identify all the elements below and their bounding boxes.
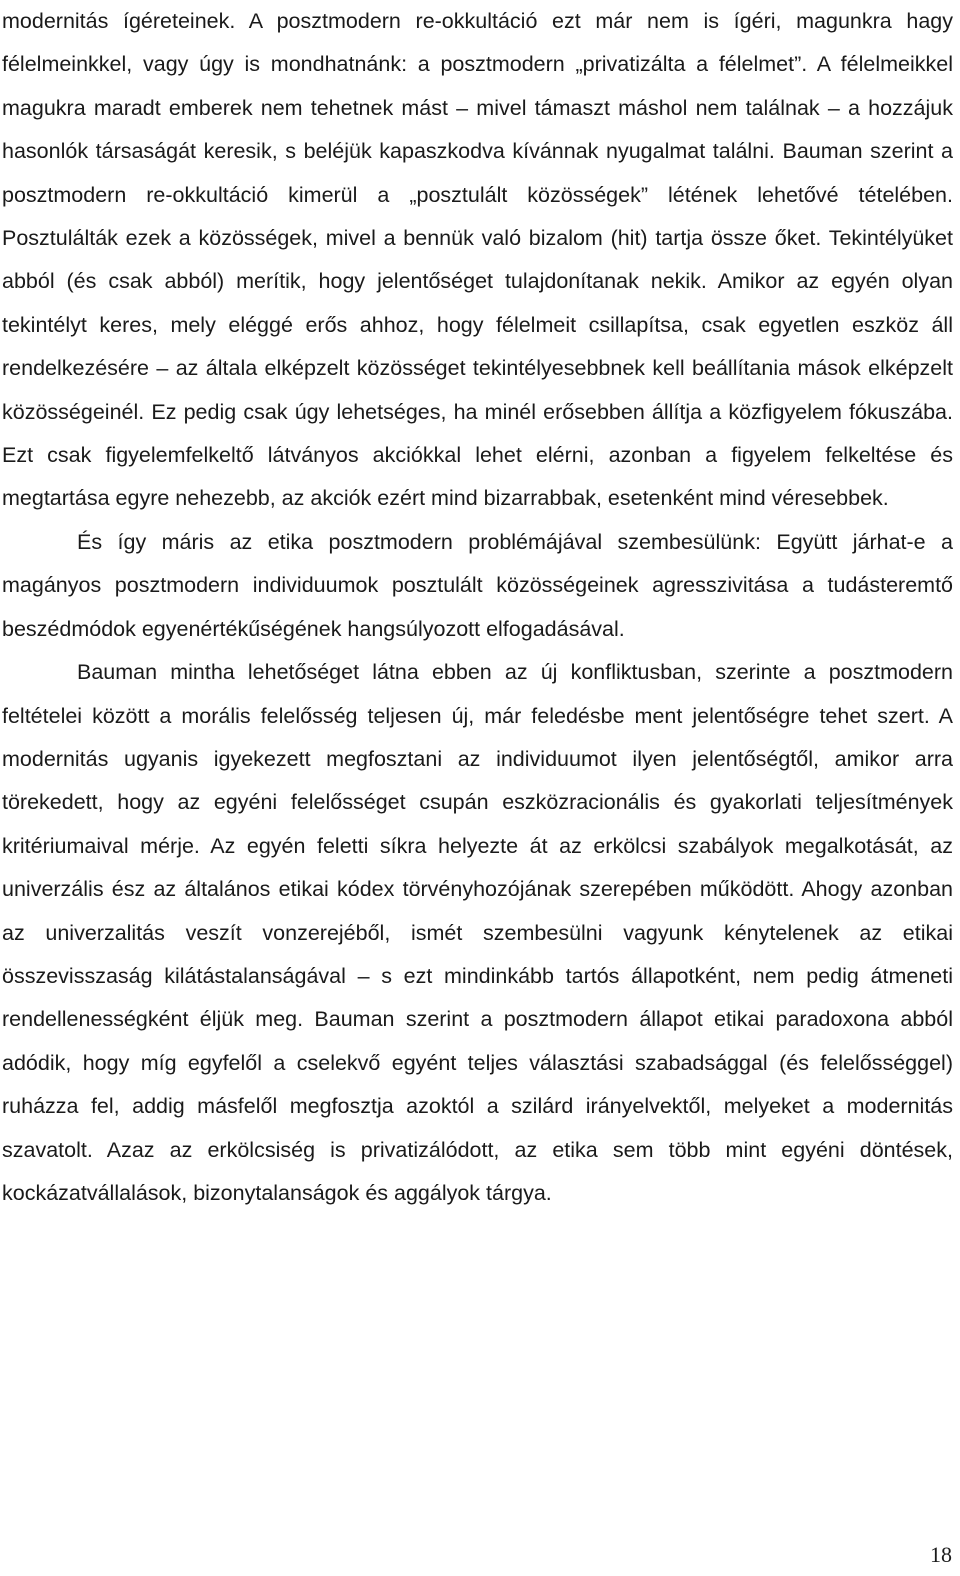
document-body xyxy=(2,0,953,1215)
paragraph-3: Bauman mintha lehetőséget látna ebben az új konfliktusban, szerinte a posztmodern feltételei között a morális felelősség teljesen új, már feledésbe ment jelentőségre tehet szert. A modernitás ugyanis igyekezett megfosztani az individuumot ilyen jelentőségtől, amikor arra törekedett, hogy az egyéni felelősséget csupán eszközracionális és gyakorlati teljesítmények kritériumaival mérje. Az egyén feletti síkra helyezte át az erkölcsi szabályok megalkotását, az univerzális ész az általános etikai kódex törvényhozójának szerepében működött. Ahogy azonban az univerzalitás veszít vonzerejéből, ismét szembesülni vagyunk kénytelenek az etikai összevisszaság kilátástalanságával – s ezt mindinkább tartós állapotként, nem pedig átmeneti rendellenességként éljük meg. Bauman szerint a posztmodern állapot etikai paradoxona abból adódik, hogy míg egyfelől a cselekvő egyént teljes választási szabadsággal (és felelősséggel) ruházza fel, addig másfelől megfosztja azoktól a szilárd irányelvektől, melyeket a modernitás szavatolt. Azaz az erkölcsiség is privatizálódott, az etika sem több mint egyéni döntések, kockázatvállalások, bizonytalanságok és aggályok tárgya. xyxy=(2,660,953,1205)
paragraph-2: És így máris az etika posztmodern problémájával szembesülünk: Együtt járhat-e a magányos posztmodern individuumok posztulált közösségeinek agresszivitása a tudásteremtő beszédmódok egyenértékűségének hangsúlyozott elfogadásával. xyxy=(2,529,953,641)
paragraph-1: modernitás ígéreteinek. A posztmodern re-okkultáció ezt már nem is ígéri, magunkra hagy félelmeinkkel, vagy úgy is mondhatnánk: a posztmodern „privatizálta a félelmet”. A félelmeikkel magukra maradt emberek nem tehetnek mást – mivel támaszt máshol nem találnak – a hozzájuk hasonlók társaságát keresik, s beléjük kapaszkodva kívánnak nyugalmat találni. Bauman szerint a posztmodern re-okkultáció kimerül a „posztulált közösségek” létének lehetővé tételében. Posztulálták ezek a közösségek, mivel a bennük való bizalom (hit) tartja össze őket. Tekintélyüket abból (és csak abból) merítik, hogy jelentőséget tulajdonítanak nekik. Amikor az egyén olyan tekintélyt keres, mely eléggé erős ahhoz, hogy félelmeit csillapítsa, csak egyetlen eszköz áll rendelkezésére – az általa elképzelt közösséget tekintélyesebbnek kell beállítania mások elképzelt közösségeinél. Ez pedig csak úgy lehetséges, ha minél erősebben állítja a közfigyelem fókuszába. Ezt csak figyelemfelkeltő látványos akciókkal lehet elérni, azonban a figyelem felkeltése és megtartása egyre nehezebb, az akciók ezért mind bizarrabbak, esetenként mind véresebbek. xyxy=(2,9,953,511)
page-number: 18 xyxy=(930,1542,952,1567)
